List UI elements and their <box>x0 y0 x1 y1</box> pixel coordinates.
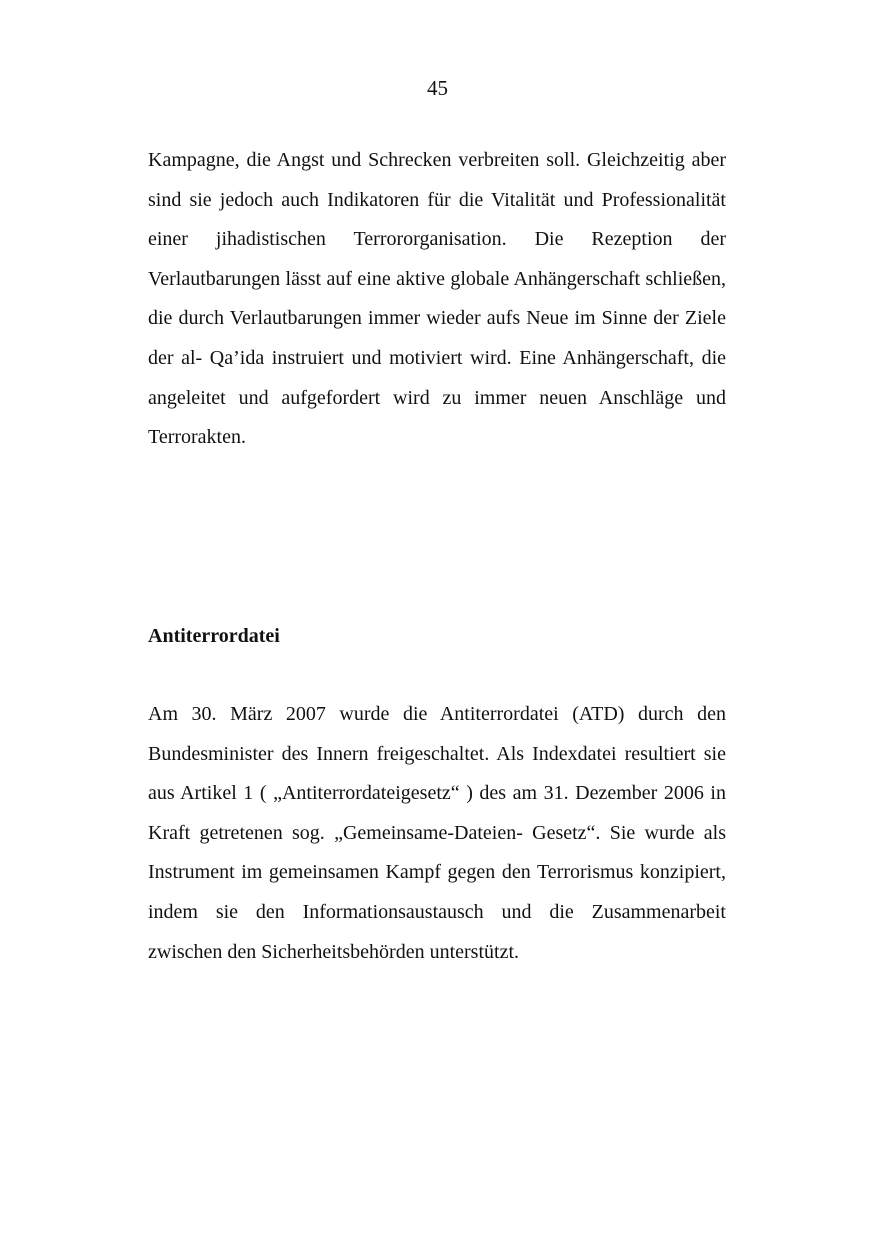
section-heading: Antiterrordatei <box>148 625 280 647</box>
page-number: 45 <box>427 76 448 100</box>
body-paragraph-2: Am 30. März 2007 wurde die Antiterrordatei (ATD) durch den Bundesminister des Innern freigeschaltet. Als Indexdatei resultiert sie aus Artikel 1 ( „Antiterrordateigesetz“ ) des am 31. Dezember 2006 in Kraft getretenen sog. „Gemeinsame-Dateien- Gesetz“. Sie wurde als Instrument im gemeinsamen Kampf gegen den Terrorismus konzipiert, indem sie den Informationsaustausch und die Zusammenarbeit zwischen den Sicherheitsbehörden unterstützt. <box>148 703 726 963</box>
body-paragraph-1: Kampagne, die Angst und Schrecken verbreiten soll. Gleichzeitig aber sind sie jedoch auch Indikatoren für die Vitalität und Professionalität einer jihadistischen Terrororganisation. Die Rezeption der Verlautbarungen lässt auf eine aktive globale Anhängerschaft schließen, die durch Verlautbarungen immer wieder aufs Neue im Sinne der Ziele der al- Qa’ida instruiert und motiviert wird. Eine Anhängerschaft, die angeleitet und aufgefordert wird zu immer neuen Anschläge und Terrorakten. <box>148 149 726 449</box>
